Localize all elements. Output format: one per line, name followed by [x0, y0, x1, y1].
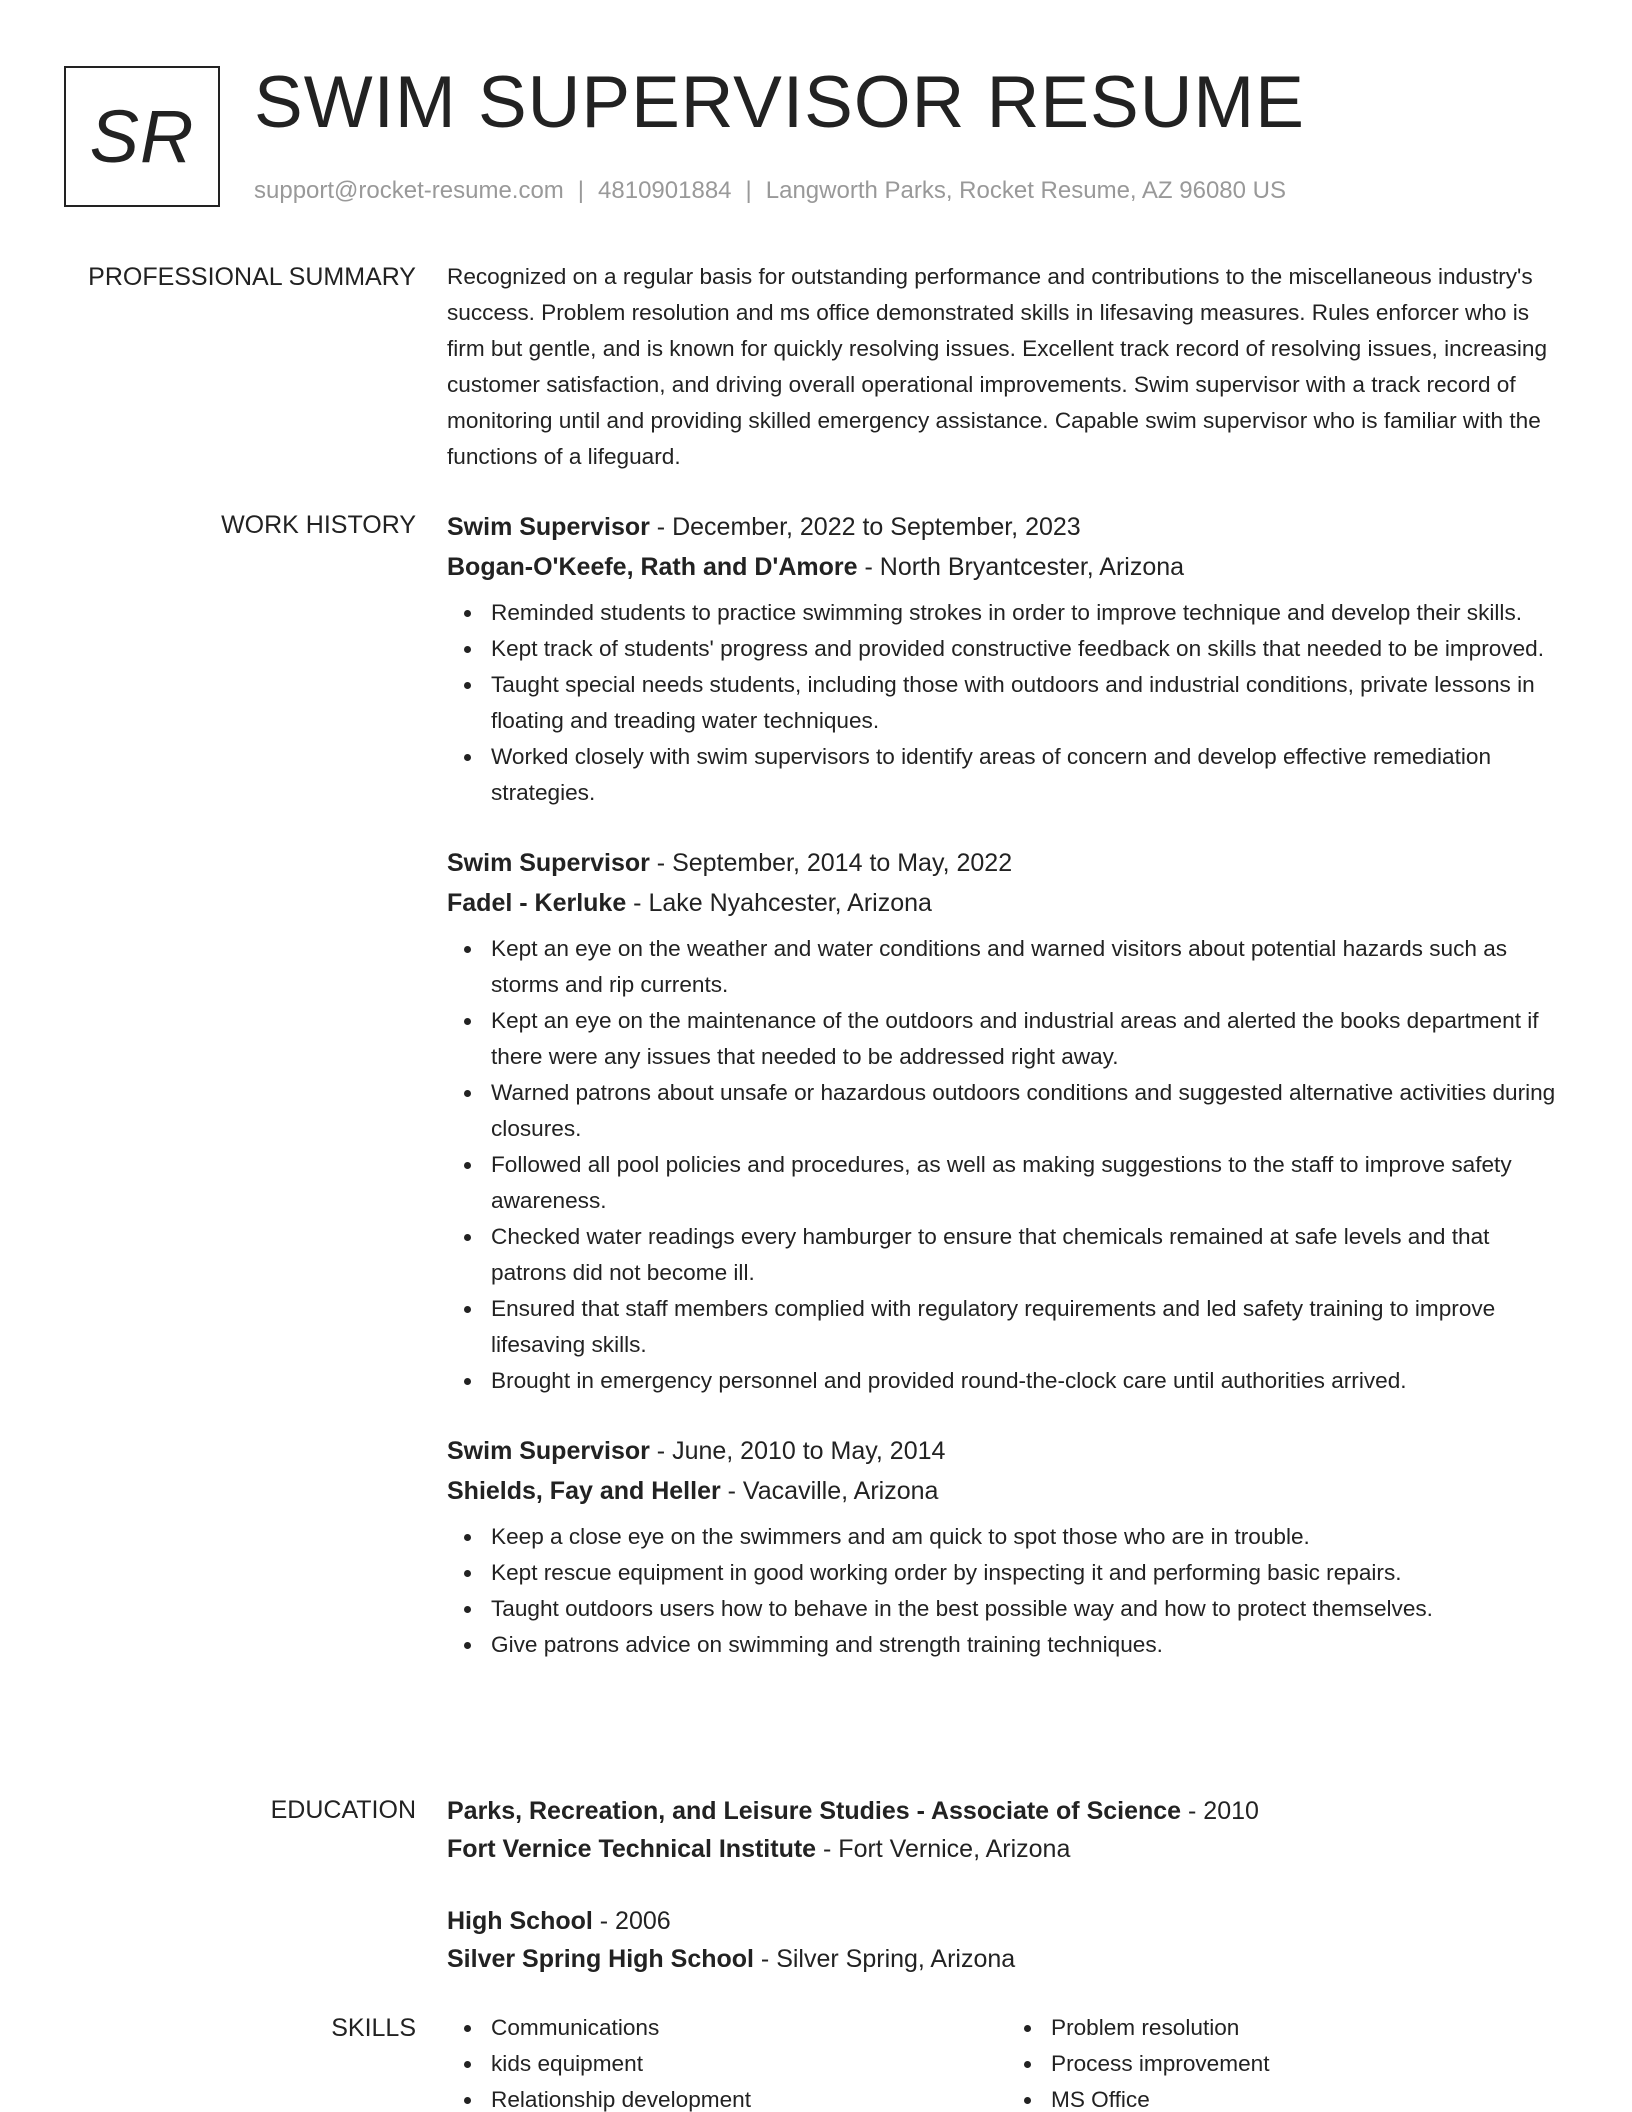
- skill-item: kids equipment: [491, 2046, 1007, 2082]
- job-entry: [447, 507, 1567, 811]
- skill-item: MS Office: [1051, 2082, 1567, 2112]
- list-item: Keep a close eye on the swimmers and am quick to spot those who are in trouble.: [491, 1519, 1567, 1555]
- contact-separator: |: [745, 177, 752, 204]
- job-bullets: [447, 1519, 1567, 1663]
- summary-body: [447, 259, 1567, 475]
- job-location: - Vacaville, Arizona: [720, 1477, 939, 1505]
- skill-item: Relationship development: [491, 2082, 1007, 2112]
- list-item: Taught special needs students, including those with outdoors and industrial conditions, private lessons in floating and treading water techniques.: [491, 667, 1567, 739]
- work-history-heading: WORK HISTORY: [221, 511, 416, 539]
- job-company-line: [447, 547, 1567, 587]
- education-entry: [447, 1792, 1567, 1868]
- contact-email: support@rocket-resume.com: [254, 177, 564, 204]
- contact-separator: |: [577, 177, 585, 204]
- summary-heading: PROFESSIONAL SUMMARY: [88, 263, 416, 291]
- job-title: Swim Supervisor: [447, 1437, 650, 1465]
- list-item: Kept an eye on the weather and water conditions and warned visitors about potential hazards such as storms and rip currents.: [491, 931, 1567, 1003]
- job-title-line: [447, 843, 1567, 883]
- job-company: Fadel - Kerluke: [447, 889, 627, 917]
- list-item: Worked closely with swim supervisors to identify areas of concern and develop effective remediation strategies.: [491, 739, 1567, 811]
- education-entry: [447, 1902, 1567, 1978]
- list-item: Reminded students to practice swimming strokes in order to improve technique and develop their skills.: [491, 595, 1567, 631]
- skills-list-left: [447, 2010, 1007, 2112]
- job-dates: - September, 2014 to May, 2022: [649, 849, 1013, 877]
- education-degree: Parks, Recreation, and Leisure Studies - Associate of Science: [447, 1797, 1182, 1825]
- list-item: Checked water readings every hamburger to ensure that chemicals remained at safe levels and that patrons did not become ill.: [491, 1219, 1567, 1291]
- list-item: Followed all pool policies and procedures, as well as making suggestions to the staff to improve safety awareness.: [491, 1147, 1567, 1219]
- education-year: - 2010: [1181, 1797, 1259, 1825]
- education-body: [447, 1792, 1567, 2012]
- job-company-line: [447, 883, 1567, 923]
- education-degree: High School: [447, 1907, 593, 1935]
- job-location: - Lake Nyahcester, Arizona: [626, 889, 932, 917]
- list-item: Ensured that staff members complied with regulatory requirements and led safety training to improve lifesaving skills.: [491, 1291, 1567, 1363]
- job-entry: [447, 1431, 1567, 1663]
- job-company: Shields, Fay and Heller: [447, 1477, 721, 1505]
- list-item: Give patrons advice on swimming and strength training techniques.: [491, 1627, 1567, 1663]
- education-school: Fort Vernice Technical Institute: [447, 1835, 817, 1863]
- education-degree-line: [447, 1792, 1567, 1830]
- skill-item: Problem resolution: [1051, 2010, 1567, 2046]
- contact-address: Langworth Parks, Rocket Resume, AZ 96080 US: [765, 177, 1287, 204]
- list-item: Kept an eye on the maintenance of the outdoors and industrial areas and alerted the books department if there were any issues that needed to be addressed right away.: [491, 1003, 1567, 1075]
- skills-list-right: [1007, 2010, 1567, 2112]
- education-degree-line: [447, 1902, 1567, 1940]
- contact-phone: 4810901884: [598, 177, 732, 204]
- job-location: - North Bryantcester, Arizona: [857, 553, 1185, 581]
- education-year: - 2006: [592, 1907, 671, 1935]
- education-school-line: [447, 1830, 1567, 1868]
- skills-body: [447, 2010, 1567, 2112]
- skill-item: Process improvement: [1051, 2046, 1567, 2082]
- job-company-line: [447, 1471, 1567, 1511]
- list-item: Taught outdoors users how to behave in the best possible way and how to protect themselves.: [491, 1591, 1567, 1627]
- list-item: Brought in emergency personnel and provided round-the-clock care until authorities arrived.: [491, 1363, 1567, 1399]
- education-school: Silver Spring High School: [447, 1945, 754, 1973]
- list-item: Kept track of students' progress and provided constructive feedback on skills that needed to be improved.: [491, 631, 1567, 667]
- job-entry: [447, 843, 1567, 1399]
- education-school-line: [447, 1940, 1567, 1978]
- page-title: SWIM SUPERVISOR RESUME: [254, 62, 1305, 143]
- summary-text: Recognized on a regular basis for outstanding performance and contributions to the miscellaneous industry's success. Problem resolution and ms office demonstrated skills in lifesaving measures. Rules enforcer who is firm but gentle, and is known for quickly resolving issues. Excellent track record of resolving issues, increasing customer satisfaction, and driving overall operational improvements. Swim supervisor with a track record of monitoring until and providing skilled emergency assistance. Capable swim supervisor who is familiar with the functions of a lifeguard.: [447, 264, 1548, 469]
- education-heading: EDUCATION: [270, 1796, 416, 1824]
- job-bullets: [447, 595, 1567, 811]
- job-dates: - December, 2022 to September, 2023: [649, 513, 1081, 541]
- job-bullets: [447, 931, 1567, 1399]
- job-title: Swim Supervisor: [447, 513, 650, 541]
- job-title: Swim Supervisor: [447, 849, 650, 877]
- job-title-line: [447, 1431, 1567, 1471]
- skills-heading: SKILLS: [331, 2014, 416, 2042]
- list-item: Warned patrons about unsafe or hazardous outdoors conditions and suggested alternative activities during closures.: [491, 1075, 1567, 1147]
- work-history-body: [447, 507, 1567, 1695]
- monogram-badge: SR: [64, 66, 220, 207]
- job-dates: - June, 2010 to May, 2014: [649, 1437, 946, 1465]
- job-company: Bogan-O'Keefe, Rath and D'Amore: [447, 553, 858, 581]
- skill-item: Communications: [491, 2010, 1007, 2046]
- job-title-line: [447, 507, 1567, 547]
- skills-columns: [447, 2010, 1567, 2112]
- education-location: - Fort Vernice, Arizona: [816, 1835, 1071, 1863]
- contact-line: [254, 175, 1286, 207]
- list-item: Kept rescue equipment in good working order by inspecting it and performing basic repairs.: [491, 1555, 1567, 1591]
- education-location: - Silver Spring, Arizona: [753, 1945, 1016, 1973]
